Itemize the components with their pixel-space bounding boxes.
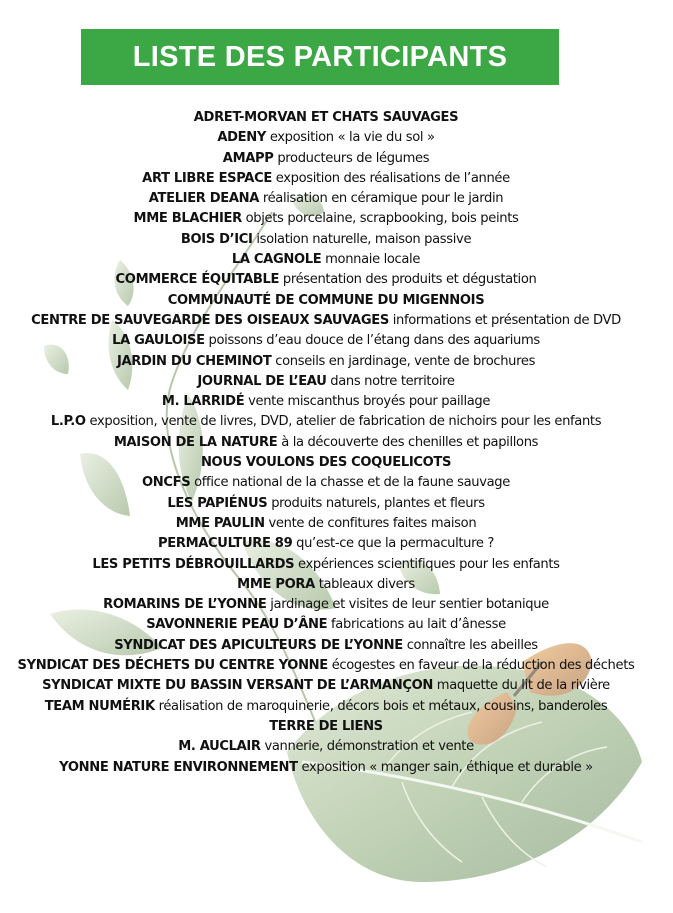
- participant-description: écogestes en faveur de la réduction des déchets: [331, 658, 635, 674]
- participant-entry: [16, 595, 636, 615]
- page: [2, 2, 671, 911]
- participant-description: produits naturels, plantes et fleurs: [271, 495, 485, 511]
- participant-entry: [16, 230, 636, 250]
- participant-entry: [16, 291, 636, 311]
- participant-entry: [16, 311, 636, 331]
- participant-entry: [16, 697, 636, 717]
- participant-name: MME PAULIN: [175, 515, 265, 531]
- participant-name: JOURNAL DE L’EAU: [197, 373, 327, 389]
- participant-name: SYNDICAT DES DÉCHETS DU CENTRE YONNE: [17, 658, 328, 674]
- participant-name: LA CAGNOLE: [231, 252, 322, 268]
- participant-description: à la découverte des chenilles et papillons: [281, 434, 539, 450]
- participant-description: maquette du lit de la rivière: [436, 678, 610, 694]
- participant-entry: [16, 514, 636, 534]
- participant-description: connaître les abeilles: [406, 637, 538, 653]
- participant-description: présentation des produits et dégustation: [282, 272, 537, 288]
- participant-name: ADENY: [217, 130, 266, 146]
- participant-name: NOUS VOULONS DES COQUELICOTS: [200, 455, 452, 471]
- participant-entry: [16, 108, 636, 128]
- participant-name: M. LARRIDÉ: [161, 394, 245, 410]
- participant-entry: [16, 270, 636, 290]
- participant-description: monnaie locale: [325, 252, 421, 268]
- participant-entry: [16, 128, 636, 148]
- participant-entry: [16, 473, 636, 493]
- participant-description: fabrications au lait d’ânesse: [331, 617, 506, 633]
- participant-name: LES PETITS DÉBROUILLARDS: [92, 556, 295, 572]
- participant-entry: [16, 209, 636, 229]
- participant-name: JARDIN DU CHEMINOT: [116, 353, 272, 369]
- participant-entry: [16, 615, 636, 635]
- participant-description: qu’est-ce que la permaculture ?: [296, 536, 494, 552]
- participant-name: TEAM NUMÉRIK: [44, 698, 155, 714]
- participant-name: MME PORA: [237, 576, 315, 592]
- participant-name: AMAPP: [222, 150, 274, 166]
- participant-list: [16, 108, 636, 778]
- participant-name: SYNDICAT MIXTE DU BASSIN VERSANT DE L’ARMANÇON: [42, 678, 433, 694]
- participant-entry: [16, 555, 636, 575]
- participant-name: SAVONNERIE PEAU D’ÂNE: [146, 617, 328, 633]
- participant-description: office national de la chasse et de la faune sauvage: [194, 475, 510, 491]
- participant-entry: [16, 494, 636, 514]
- participant-description: expériences scientifiques pour les enfants: [298, 556, 560, 572]
- participant-name: L.P.O: [50, 414, 86, 430]
- participant-entry: [16, 392, 636, 412]
- participant-entry: [16, 352, 636, 372]
- participant-name: MAISON DE LA NATURE: [113, 434, 278, 450]
- page-title: LISTE DES PARTICIPANTS: [132, 40, 508, 73]
- participant-description: exposition « la vie du sol »: [269, 130, 435, 146]
- participant-entry: [16, 149, 636, 169]
- participant-description: exposition, vente de livres, DVD, atelier de fabrication de nichoirs pour les enfants: [89, 414, 602, 430]
- participant-description: exposition des réalisations de l’année: [275, 170, 510, 186]
- participant-description: jardinage et visites de leur sentier botanique: [270, 597, 549, 613]
- title-banner: [81, 29, 559, 85]
- participant-entry: [16, 412, 636, 432]
- participant-name: COMMUNAUTÉ DE COMMUNE DU MIGENNOIS: [167, 292, 485, 308]
- participant-entry: [16, 758, 636, 778]
- participant-description: objets porcelaine, scrapbooking, bois peints: [245, 211, 519, 227]
- participant-description: poissons d’eau douce de l’étang dans des aquariums: [208, 333, 540, 349]
- participant-description: conseils en jardinage, vente de brochures: [275, 353, 536, 369]
- participant-entry: [16, 453, 636, 473]
- participant-description: dans notre territoire: [330, 373, 455, 389]
- participant-entry: [16, 534, 636, 554]
- participant-name: M. AUCLAIR: [178, 739, 261, 755]
- participant-description: réalisation de maroquinerie, décors bois et métaux, cousins, banderoles: [158, 698, 608, 714]
- participant-entry: [16, 636, 636, 656]
- participant-description: producteurs de légumes: [277, 150, 430, 166]
- participant-description: tableaux divers: [318, 576, 415, 592]
- participant-description: vente miscanthus broyés pour paillage: [248, 394, 491, 410]
- participant-name: TERRE DE LIENS: [269, 718, 383, 734]
- participant-entry: [16, 189, 636, 209]
- participant-name: BOIS D’ICI: [180, 231, 253, 247]
- participant-name: ART LIBRE ESPACE: [142, 170, 272, 186]
- participant-description: vente de confitures faites maison: [268, 515, 477, 531]
- participant-description: réalisation en céramique pour le jardin: [262, 191, 504, 207]
- participant-entry: [16, 169, 636, 189]
- participant-name: LA GAULOISE: [112, 333, 205, 349]
- participant-name: ATELIER DEANA: [148, 191, 260, 207]
- participant-name: PERMACULTURE 89: [158, 536, 293, 552]
- participant-name: ROMARINS DE L’YONNE: [103, 597, 267, 613]
- participant-name: ONCFS: [142, 475, 191, 491]
- participant-entry: [16, 575, 636, 595]
- participant-name: LES PAPIÉNUS: [167, 495, 268, 511]
- participant-entry: [16, 717, 636, 737]
- participant-entry: [16, 331, 636, 351]
- participant-description: exposition « manger sain, éthique et durable »: [301, 759, 593, 775]
- participant-description: isolation naturelle, maison passive: [256, 231, 472, 247]
- participant-entry: [16, 250, 636, 270]
- participant-entry: [16, 737, 636, 757]
- participant-entry: [16, 656, 636, 676]
- participant-name: SYNDICAT DES APICULTEURS DE L’YONNE: [114, 637, 403, 653]
- participant-name: YONNE NATURE ENVIRONNEMENT: [59, 759, 298, 775]
- participant-name: COMMERCE ÉQUITABLE: [115, 272, 280, 288]
- participant-entry: [16, 676, 636, 696]
- participant-description: vannerie, démonstration et vente: [264, 739, 474, 755]
- participant-name: CENTRE DE SAUVEGARDE DES OISEAUX SAUVAGES: [31, 312, 389, 328]
- participant-entry: [16, 433, 636, 453]
- participant-name: MME BLACHIER: [133, 211, 242, 227]
- participant-entry: [16, 372, 636, 392]
- participant-description: informations et présentation de DVD: [392, 312, 621, 328]
- participant-name: ADRET-MORVAN ET CHATS SAUVAGES: [193, 110, 459, 125]
